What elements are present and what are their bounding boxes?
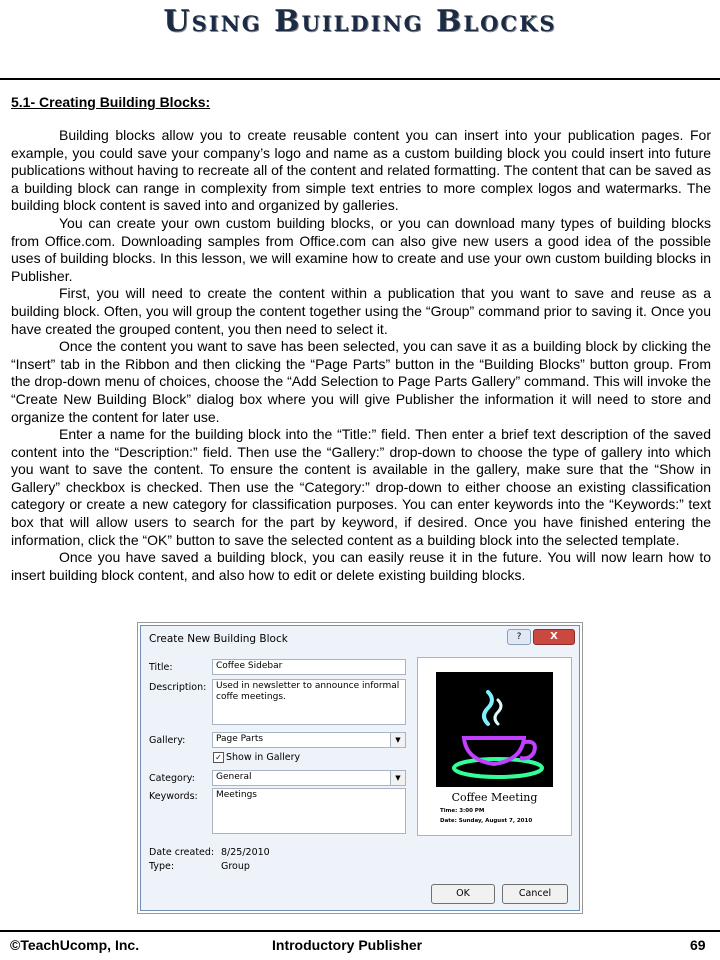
paragraph: Enter a name for the building block into the “Title:” field. Then enter a brief text description of the saved content into the “Description:” field. Then use the “Gallery:” drop-down to choose the type of gallery into which you want to save the content. To ensure the content is available in the gallery, make sure that the “Show in Gallery” checkbox is checked. Then use the “Category:” drop-down to either choose an existing classification category or create a new category for classification purposes. You can enter keywords into the “Keywords:” text box that will allow users to search for the part by keyword, if desired. Once you have finished entering the information, click the “OK” button to save the selected content as a building block into the selected template.	[11, 426, 711, 548]
create-building-block-dialog	[140, 625, 580, 911]
date-created-label: Date created:	[149, 847, 215, 858]
section-heading: 5.1- Creating Building Blocks:	[11, 94, 211, 110]
paragraph: Building blocks allow you to create reusable content you can insert into your publication pages. For example, you could save your company’s logo and name as a custom building block you could insert into future publications without having to recreate all of the content and related formatting. The content that can be saved as a building block can range in complexity from simple text entries to more complex logos and watermarks. The building block content is saved into and organized by galleries.	[11, 127, 711, 214]
description-label: Description:	[149, 682, 207, 693]
title-field[interactable]: Coffee Sidebar	[212, 659, 406, 675]
chevron-down-icon[interactable]: ▼	[390, 733, 405, 747]
coffee-cup-image	[436, 672, 553, 787]
preview-time: Time: 3:00 PM	[440, 808, 485, 814]
help-button[interactable]: ?	[507, 629, 531, 645]
chevron-down-icon[interactable]: ▼	[390, 771, 405, 785]
type-label: Type:	[149, 861, 175, 872]
type-value: Group	[221, 861, 250, 872]
footer-copyright: ©TeachUcomp, Inc.	[10, 937, 140, 953]
paragraph: First, you will need to create the content within a publication that you want to save and reuse as a building block. Often, you will group the content together using the “Group” command prior to saving it. Once you have created the grouped content, you then need to select it.	[11, 285, 711, 337]
preview-name: Coffee Meeting	[451, 791, 538, 804]
paragraph: Once you have saved a building block, you can easily reuse it in the future. You will now learn how to insert building block content, and also how to edit or delete existing building blocks.	[11, 549, 711, 583]
preview-date: Date: Sunday, August 7, 2010	[440, 818, 533, 824]
category-value: General	[216, 772, 252, 782]
preview-pane	[417, 657, 572, 836]
body-text	[11, 127, 711, 584]
title-label: Title:	[149, 662, 173, 673]
date-created-value: 8/25/2010	[221, 847, 270, 858]
title-divider	[0, 78, 720, 80]
show-in-gallery-label: Show in Gallery	[226, 752, 301, 763]
close-button[interactable]: X	[533, 629, 575, 645]
footer-divider	[0, 930, 720, 932]
footer-title: Introductory Publisher	[272, 937, 423, 953]
paragraph: You can create your own custom building blocks, or you can download many types of building blocks from Office.com. Downloading samples from Office.com can also give new users a good idea of the possible uses of building blocks. In this lesson, we will examine how to create and use your own custom building blocks in Publisher.	[11, 214, 711, 284]
dialog-screenshot	[137, 622, 583, 914]
ok-button[interactable]: OK	[431, 884, 495, 904]
paragraph: Once the content you want to save has been selected, you can save it as a building block by clicking the “Insert” tab in the Ribbon and then clicking the “Page Parts” button in the “Building Blocks” button group. From the drop-down menu of choices, choose the “Add Selection to Page Parts Gallery” command. This will invoke the “Create New Building Block” dialog box where you will give Publisher the information it will need to store and organize the content for later use.	[11, 338, 711, 425]
gallery-value: Page Parts	[216, 734, 264, 744]
dialog-title: Create New Building Block	[149, 633, 288, 645]
keywords-label: Keywords:	[149, 791, 198, 802]
keywords-field[interactable]: Meetings	[212, 788, 406, 834]
gallery-label: Gallery:	[149, 735, 186, 746]
show-in-gallery-checkbox[interactable]: ✓	[213, 752, 224, 763]
gallery-dropdown[interactable]	[212, 732, 406, 748]
category-label: Category:	[149, 773, 195, 784]
cancel-button[interactable]: Cancel	[502, 884, 568, 904]
category-dropdown[interactable]	[212, 770, 406, 786]
page-number: 69	[690, 937, 706, 953]
description-field[interactable]: Used in newsletter to announce informal coffe meetings.	[212, 679, 406, 725]
page-title: Using Building Blocks	[163, 4, 557, 39]
